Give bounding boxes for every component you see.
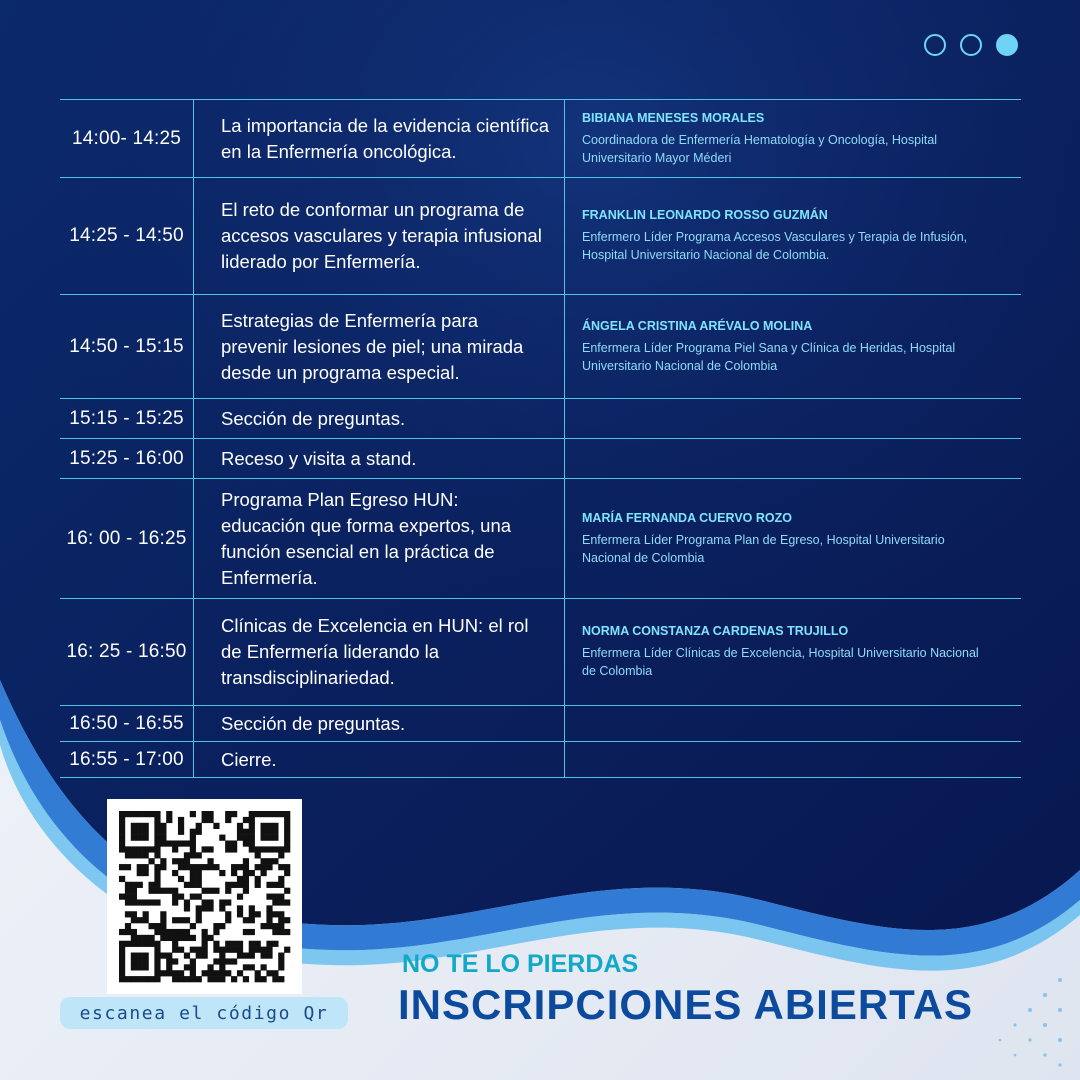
table-column-line [564,99,565,777]
table-row-3-topic: Estrategias de Enfermería para prevenir lesiones de piel; una mirada desde un programa especial. [221,309,524,383]
speaker-role: Enfermera Líder Programa Plan de Egreso, Hospital Universitario Nacional de Colombia [582,532,945,565]
table-column-line [193,99,194,777]
table-row-6-speaker [582,479,982,598]
table-row-6-topic: Programa Plan Egreso HUN: educación que forma expertos, una función esencial en la práctica de Enfermería. [221,488,512,588]
table-row-1-topic: La importancia de la evidencia científica en la Enfermería oncológica. [221,114,550,162]
speaker-name: MARÍA FERNANDA CUERVO ROZO [582,510,792,525]
table-row-8-topic: Sección de preguntas. [221,712,406,734]
table-row-9-topic: Cierre. [221,748,277,770]
speaker-name: BIBIANA MENESES MORALES [582,110,765,125]
page-dot-2[interactable] [960,34,982,56]
table-row-2-speaker [582,178,992,294]
cta-subtitle: NO TE LO PIERDAS [402,950,639,978]
speaker-role: Coordinadora de Enfermería Hematología y Oncología, Hospital Universitario Mayor Méderi [582,132,938,165]
table-row-2-topic: El reto de conformar un programa de accesos vasculares y terapia infusional liderado por Enfermería. [221,199,542,272]
table-row-4-time: 15:15 - 15:25 [69,407,184,429]
table-row-5-topic: Receso y visita a stand. [221,447,417,469]
speaker-role: Enfermero Líder Programa Accesos Vasculares y Terapia de Infusión, Hospital Universitario Nacional de Colombia. [582,230,968,262]
qr-caption: escanea el código Qr [60,997,348,1029]
qr-code[interactable] [107,799,302,994]
table-row-7-time: 16: 25 - 16:50 [66,641,187,662]
table-row-3-speaker [582,295,982,398]
table-line [60,777,1021,778]
table-row-7-speaker [582,599,982,705]
table-row-4-topic: Sección de preguntas. [221,407,406,429]
speaker-name: ÁNGELA CRISTINA ARÉVALO MOLINA [582,318,813,333]
pagination-dots [924,34,1018,56]
table-row-5-time: 15:25 - 16:00 [69,447,184,469]
speaker-role: Enfermera Líder Clínicas de Excelencia, Hospital Universitario Nacional de Colombia [582,646,979,678]
speaker-name: NORMA CONSTANZA CARDENAS TRUJILLO [582,624,849,638]
page-dot-1[interactable] [924,34,946,56]
qr-code-image [107,799,302,994]
table-row-8-time: 16:50 - 16:55 [69,712,184,734]
table-row-2-time: 14:25 - 14:50 [69,225,184,246]
speaker-name: FRANKLIN LEONARDO ROSSO GUZMÁN [582,208,828,222]
page-dot-3-active[interactable] [996,34,1018,56]
table-row-1-speaker [582,100,982,177]
table-row-3-time: 14:50 - 15:15 [69,335,184,357]
cta-title: INSCRIPCIONES ABIERTAS [398,981,974,1028]
speaker-role: Enfermera Líder Programa Piel Sana y Clínica de Heridas, Hospital Universitario Nacional de Colombia [582,340,956,373]
table-row-1-time: 14:00- 14:25 [71,127,182,149]
table-row-7-topic: Clínicas de Excelencia en HUN: el rol de Enfermería liderando la transdisciplinariedad. [221,615,529,688]
table-row-6-time: 16: 00 - 16:25 [66,527,187,549]
table-row-9-time: 16:55 - 17:00 [69,748,184,770]
